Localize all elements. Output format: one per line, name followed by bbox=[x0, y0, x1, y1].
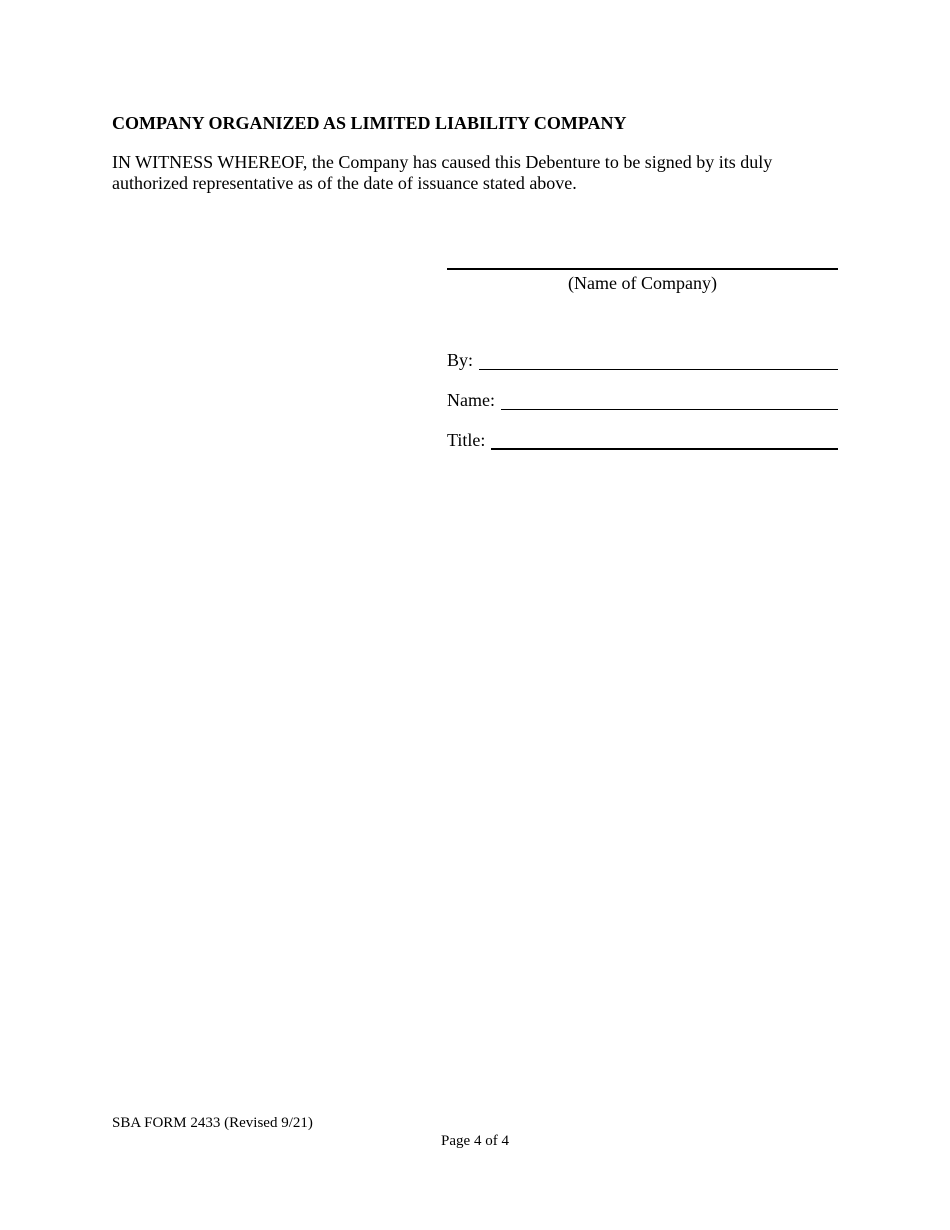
title-line[interactable] bbox=[491, 447, 838, 450]
section-heading: COMPANY ORGANIZED AS LIMITED LIABILITY COMPANY bbox=[112, 113, 627, 133]
witness-paragraph: IN WITNESS WHEREOF, the Company has caused this Debenture to be signed by its duly authorized representative as of the date of issuance stated above. bbox=[112, 152, 773, 193]
by-field bbox=[447, 347, 838, 371]
by-label: By: bbox=[447, 350, 474, 370]
company-name-caption: (Name of Company) bbox=[568, 273, 717, 293]
name-label: Name: bbox=[447, 390, 495, 410]
name-line[interactable] bbox=[501, 408, 838, 410]
page-number: Page 4 of 4 bbox=[441, 1133, 509, 1149]
title-field bbox=[447, 427, 838, 451]
company-name-line[interactable] bbox=[447, 268, 838, 270]
name-field bbox=[447, 387, 838, 411]
title-label: Title: bbox=[447, 430, 486, 450]
by-signature-line[interactable] bbox=[479, 368, 838, 370]
form-identifier: SBA FORM 2433 (Revised 9/21) bbox=[112, 1115, 313, 1131]
